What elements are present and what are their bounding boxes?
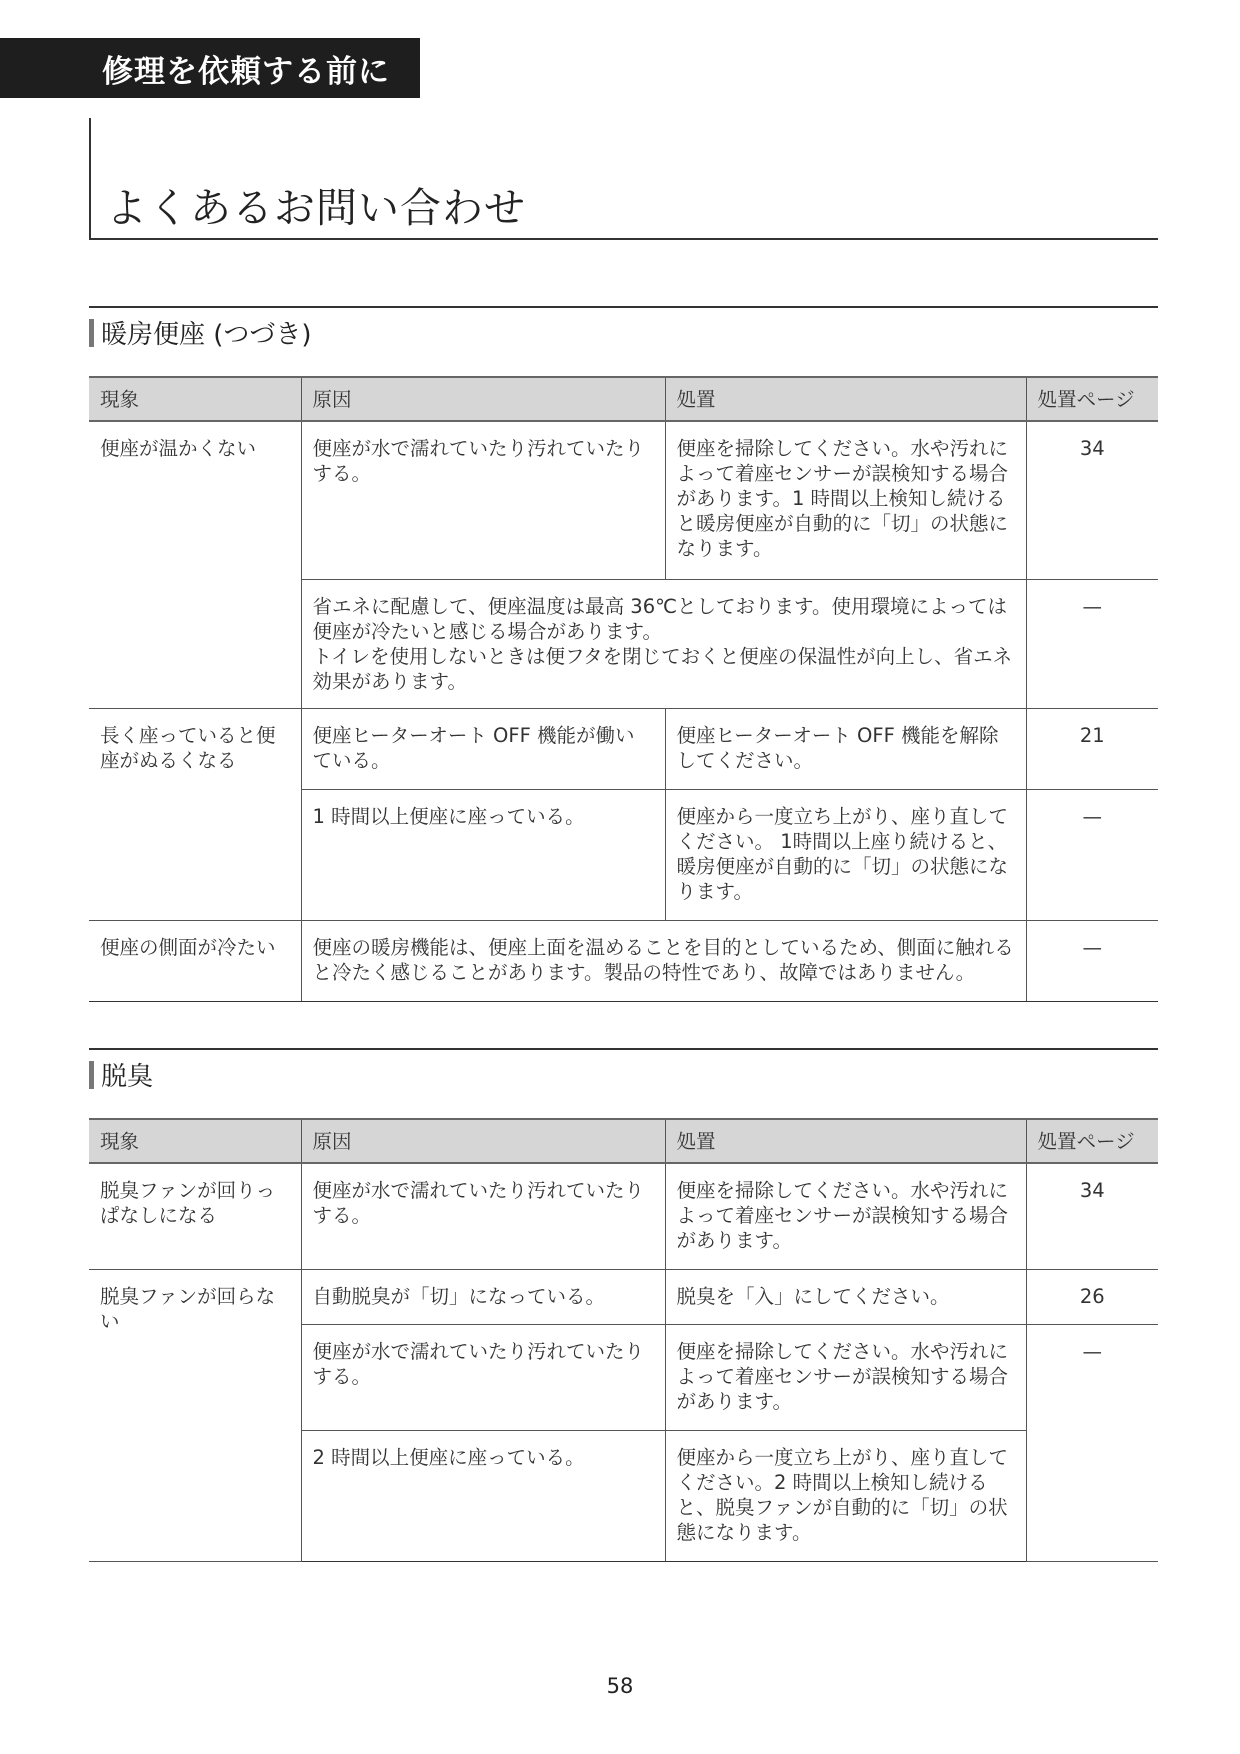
cause-cell: 便座が水で濡れていたり汚れていたりする。	[301, 1163, 665, 1269]
section-title-heating: 暖房便座 (つづき)	[101, 320, 312, 350]
symptom-cell: 長く座っていると便座がぬるくなる	[89, 708, 301, 920]
symptom-cell: 脱臭ファンが回らない	[89, 1269, 301, 1561]
cause-cell: 便座ヒーターオート OFF 機能が働いている。	[301, 708, 665, 789]
table-header-row	[89, 377, 1158, 421]
cause-cell: 便座が水で濡れていたり汚れていたりする。	[301, 1324, 665, 1430]
column-header-remedy: 処置	[665, 1119, 1026, 1163]
symptom-cell: 脱臭ファンが回りっぱなしになる	[89, 1163, 301, 1269]
page-ref-cell: —	[1026, 579, 1158, 708]
chapter-tab	[0, 38, 420, 98]
table-row	[89, 920, 1158, 1001]
table-header-row	[89, 1119, 1158, 1163]
section-title-deodorize: 脱臭	[101, 1062, 154, 1092]
section-rule	[89, 1048, 1158, 1050]
remedy-cell: 便座を掃除してください。水や汚れによって着座センサーが誤検知する場合があります。	[665, 1324, 1026, 1430]
page-number: 58	[606, 1674, 634, 1698]
cause-cell: 便座が水で濡れていたり汚れていたりする。	[301, 421, 665, 579]
page-ref-cell: —	[1026, 1324, 1158, 1561]
remedy-cell: 便座を掃除してください。水や汚れによって着座センサーが誤検知する場合があります。1 時間以上検知し続けると暖房便座が自動的に「切」の状態になります。	[665, 421, 1026, 579]
column-header-symptom: 現象	[89, 1119, 301, 1163]
page-ref-cell: —	[1026, 789, 1158, 920]
remedy-cell: 脱臭を「入」にしてください。	[665, 1269, 1026, 1324]
page-ref-cell: 34	[1026, 421, 1158, 579]
page-ref-cell: 34	[1026, 1163, 1158, 1269]
symptom-cell: 便座の側面が冷たい	[89, 920, 301, 1001]
symptom-cell: 便座が温かくない	[89, 421, 301, 708]
note-cell: 便座の暖房機能は、便座上面を温めることを目的としているため、側面に触れると冷たく感じることがあります。製品の特性であり、故障ではありません。	[301, 920, 1026, 1001]
section-marker	[89, 1061, 94, 1089]
table-row	[89, 1163, 1158, 1269]
column-header-cause: 原因	[301, 377, 665, 421]
chapter-title: 修理を依頼する前に	[102, 53, 390, 90]
section-rule	[89, 306, 1158, 308]
column-header-cause: 原因	[301, 1119, 665, 1163]
page-ref-cell: 26	[1026, 1269, 1158, 1324]
section-marker	[89, 319, 94, 347]
column-header-symptom: 現象	[89, 377, 301, 421]
remedy-cell: 便座から一度立ち上がり、座り直してください。2 時間以上検知し続けると、脱臭ファンが自動的に「切」の状態になります。	[665, 1430, 1026, 1561]
remedy-cell: 便座から一度立ち上がり、座り直してください。 1時間以上座り続けると、暖房便座が自動的に「切」の状態になります。	[665, 789, 1026, 920]
table-row	[89, 1269, 1158, 1324]
cause-cell: 1 時間以上便座に座っている。	[301, 789, 665, 920]
note-cell: 省エネに配慮して、便座温度は最高 36℃としております。使用環境によっては便座が冷たいと感じる場合があります。 トイレを使用しないときは便フタを閉じておくと便座の保温性が向上し、省エネ効果があります。	[301, 579, 1026, 708]
table-row	[89, 708, 1158, 789]
table-row	[89, 421, 1158, 579]
cause-cell: 2 時間以上便座に座っている。	[301, 1430, 665, 1561]
cause-cell: 自動脱臭が「切」になっている。	[301, 1269, 665, 1324]
table-heating-seat	[89, 376, 1158, 1002]
column-header-page: 処置ページ	[1026, 377, 1158, 421]
page-ref-cell: —	[1026, 920, 1158, 1001]
page-title: よくあるお問い合わせ	[106, 184, 526, 232]
remedy-cell: 便座を掃除してください。水や汚れによって着座センサーが誤検知する場合があります。	[665, 1163, 1026, 1269]
title-vertical-rule	[89, 118, 91, 240]
column-header-remedy: 処置	[665, 377, 1026, 421]
title-horizontal-rule	[89, 238, 1158, 240]
page-ref-cell: 21	[1026, 708, 1158, 789]
table-deodorizer	[89, 1118, 1158, 1562]
remedy-cell: 便座ヒーターオート OFF 機能を解除してください。	[665, 708, 1026, 789]
column-header-page: 処置ページ	[1026, 1119, 1158, 1163]
